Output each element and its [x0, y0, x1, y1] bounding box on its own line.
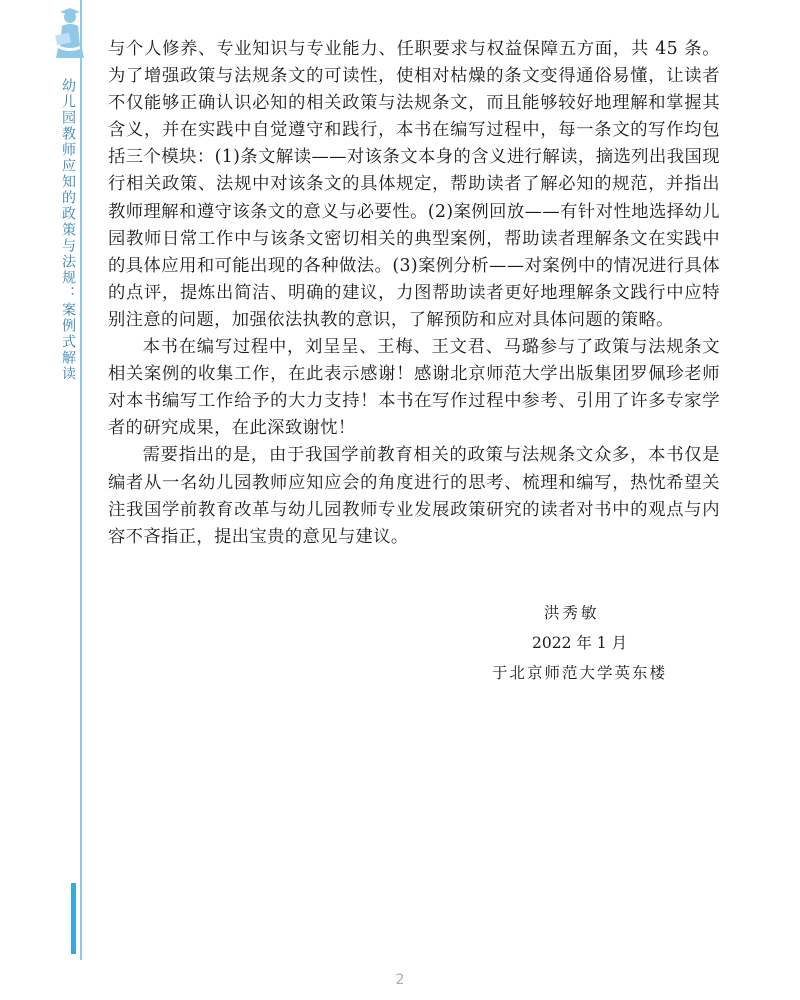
sidebar-accent-bar: [71, 883, 76, 954]
paragraph-3: 需要指出的是，由于我国学前教育相关的政策与法规条文众多，本书仅是编者从一名幼儿园教师应知应会的角度进行的思考、梳理和编写，热忱希望关注我国学前教育改革与幼儿园教师专业发展政策研究的读者对书中的观点与内容不吝指正，提出宝贵的意见与建议。: [108, 445, 720, 547]
body-text: [108, 36, 720, 551]
paragraph-2: 本书在编写过程中，刘呈呈、王梅、王文君、马璐参与了政策与法规条文相关案例的收集工作，在此表示感谢！感谢北京师范大学出版集团罗佩珍老师对本书编写工作给予的大力支持！本书在写作过程中参考、引用了许多专家学者的研究成果，在此深致谢忱！: [108, 337, 720, 439]
author-name: 洪秀敏: [544, 604, 600, 622]
signature-date: 2022 年 1 月: [532, 634, 628, 652]
signature-place: 于北京师范大学英东楼: [492, 664, 668, 682]
book-title-vertical: 幼儿园教师应知的政策与法规：案例式解读: [60, 78, 76, 382]
page-number: 2: [395, 972, 405, 988]
sidebar-rule: [80, 0, 82, 960]
sidebar: [0, 0, 82, 1000]
paragraph-1: 与个人修养、专业知识与专业能力、任职要求与权益保障五方面，共 45 条。为了增强政策与法规条文的可读性，使相对枯燥的条文变得通俗易懂，让读者不仅能够正确认识必知的相关政策与法规条文，而且能够较好地理解和掌握其含义，并在实践中自觉遵守和践行，本书在编写过程中，每一条文的写作均包括三个模块：(1)条文解读——对该条文本身的含义进行解读，摘选列出我国现行相关政策、法规中对该条文的具体规定，帮助读者了解必知的规范，并指出教师理解和遵守该条文的意义与必要性。(2)案例回放——有针对性地选择幼儿园教师日常工作中与该条文密切相关的典型案例，帮助读者理解条文在实践中的具体应用和可能出现的各种做法。(3)案例分析——对案例中的情况进行具体的点评，提炼出简洁、明确的建议，力图帮助读者更好地理解条文践行中应特别注意的问题，加强依法执教的意识，了解预防和应对具体问题的策略。: [108, 39, 720, 330]
signature-block: [490, 598, 690, 688]
